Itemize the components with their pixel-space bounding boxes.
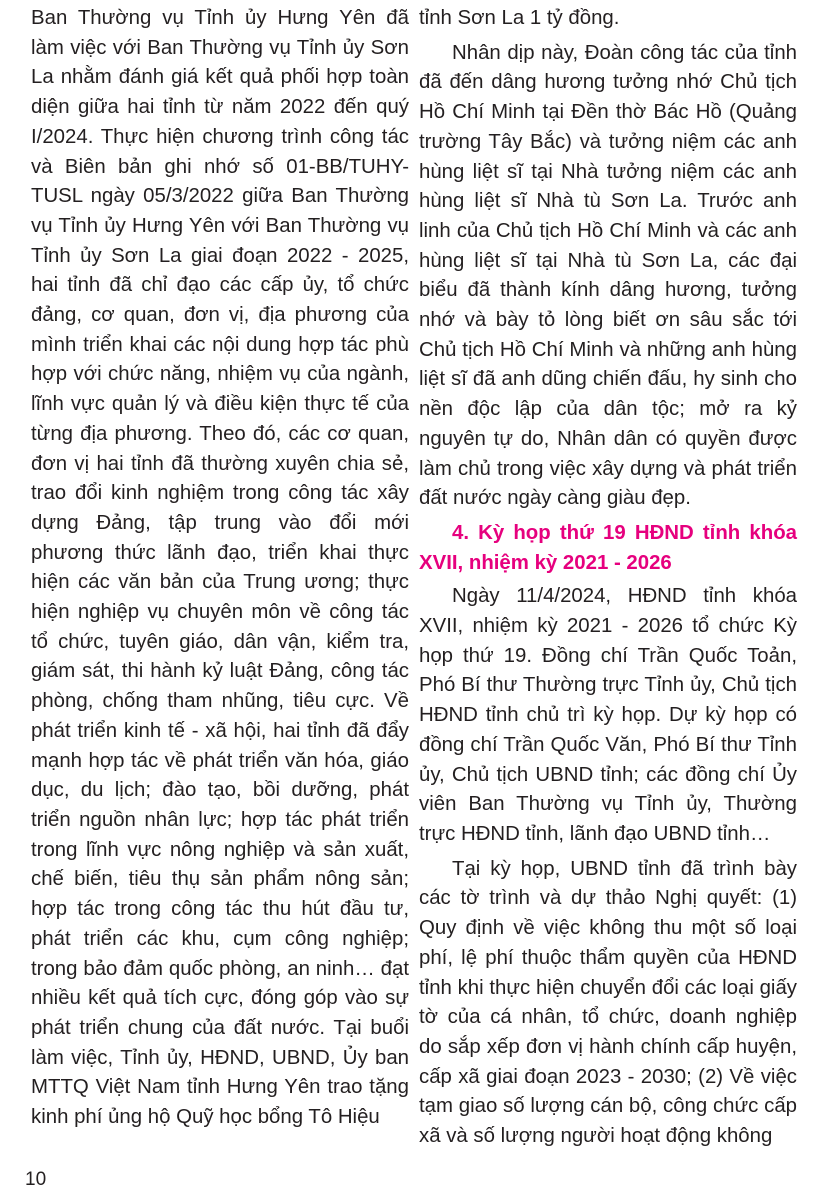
body-paragraph: Tại kỳ họp, UBND tỉnh đã trình bày các tờ trình và dự thảo Nghị quyết: (1) Quy định về việc không thu một số loại phí, lệ phí thuộc thẩm quyền của HĐND tỉnh khi thực hiện chuyển đổi các loại giấy tờ của cá nhân, tổ chức, doanh nghiệp do sắp xếp đơn vị hành chính cấp huyện, cấp xã giai đoạn 2023 - 2030; (2) Về việc tạm giao số lượng cán bộ, công chức cấp xã và số lượng người hoạt động không [419,857,797,1148]
page-number: 10 [25,1169,47,1190]
body-paragraph: Ban Thường vụ Tỉnh ủy Hưng Yên đã làm việc với Ban Thường vụ Tỉnh ủy Sơn La nhằm đánh giá kết quả phối hợp toàn diện giữa hai tỉnh từ năm 2022 đến quý I/2024. Thực hiện chương trình công tác và Biên bản ghi nhớ số 01-BB/TUHY-TUSL ngày 05/3/2022 giữa Ban Thường vụ Tỉnh ủy Hưng Yên với Ban Thường vụ Tỉnh ủy Sơn La giai đoạn 2022 - 2025, hai tỉnh đã chỉ đạo các cấp ủy, tổ chức đảng, cơ quan, đơn vị, địa phương của mình triển khai các nội dung hợp tác phù hợp với chức năng, nhiệm vụ của ngành, lĩnh vực quản lý và điều kiện thực tế của từng địa phương. Theo đó, các cơ quan, đơn vị hai tỉnh đã thường xuyên chia sẻ, trao đổi kinh nghiệm trong công tác xây dựng Đảng, tập trung vào đổi mới phương thức lãnh đạo, triển khai thực hiện các văn bản của Trung ương; thực hiện nghiệp vụ chuyên môn về công tác tổ chức, tuyên giáo, dân vận, kiểm tra, giám sát, thi hành kỷ luật Đảng, công tác phòng, chống tham nhũng, tiêu cực. Về phát triển kinh tế - xã hội, hai tỉnh đã đẩy mạnh hợp tác về phát triển văn hóa, giáo dục, du lịch; đào tạo, bồi dưỡng, phát triển nguồn nhân lực; hợp tác phát triển trong lĩnh vực nông nghiệp và sản xuất, chế biến, tiêu thụ sản phẩm nông sản; hợp tác trong công tác thu hút đầu tư, phát triển các khu, cụm công nghiệp; trong bảo đảm quốc phòng, an ninh… đạt nhiều kết quả tích cực, đóng góp vào sự phát triển chung của đất nước. Tại buổi làm việc, Tỉnh ủy, HĐND, UBND, Ủy ban MTTQ Việt Nam tỉnh Hưng Yên trao tặng kinh phí ủng hộ Quỹ học bổng Tô Hiệu [31,7,409,1129]
continued-paragraph: tỉnh Sơn La 1 tỷ đồng. [419,7,620,29]
body-paragraph: Nhân dịp này, Đoàn công tác của tỉnh đã đến dâng hương tưởng nhớ Chủ tịch Hồ Chí Minh tại Đền thờ Bác Hồ (Quảng trường Tây Bắc) và tưởng niệm các anh hùng liệt sĩ tại Nhà tưởng niệm các anh hùng liệt sĩ Nhà tù Sơn La. Trước anh linh của Chủ tịch Hồ Chí Minh và các anh hùng liệt sĩ tại Nhà tù Sơn La, các đại biểu đã thành kính dâng hương, tưởng nhớ và bày tỏ lòng biết ơn sâu sắc tới Chủ tịch Hồ Chí Minh và những anh hùng liệt sĩ đã anh dũng chiến đấu, hy sinh cho nền độc lập của dân tộc; mở ra kỷ nguyên tự do, Nhân dân có quyền được làm chủ trong việc xây dựng và phát triển đất nước ngày càng giàu đẹp. [419,41,797,510]
body-paragraph: Ngày 11/4/2024, HĐND tỉnh khóa XVII, nhiệm kỳ 2021 - 2026 tổ chức Kỳ họp thứ 19. Đồng chí Trần Quốc Toản, Phó Bí thư Thường trực Tỉnh ủy, Chủ tịch HĐND tỉnh chủ trì kỳ họp. Dự kỳ họp có đồng chí Trần Quốc Văn, Phó Bí thư Tỉnh ủy, Chủ tịch UBND tỉnh; các đồng chí Ủy viên Ban Thường vụ Tỉnh ủy, Thường trực HĐND tỉnh, lãnh đạo UBND tỉnh… [419,585,797,845]
section-heading: 4. Kỳ họp thứ 19 HĐND tỉnh khóa XVII, nhiệm kỳ 2021 - 2026 [419,521,797,574]
right-column [419,4,797,1152]
left-column [31,4,409,1133]
